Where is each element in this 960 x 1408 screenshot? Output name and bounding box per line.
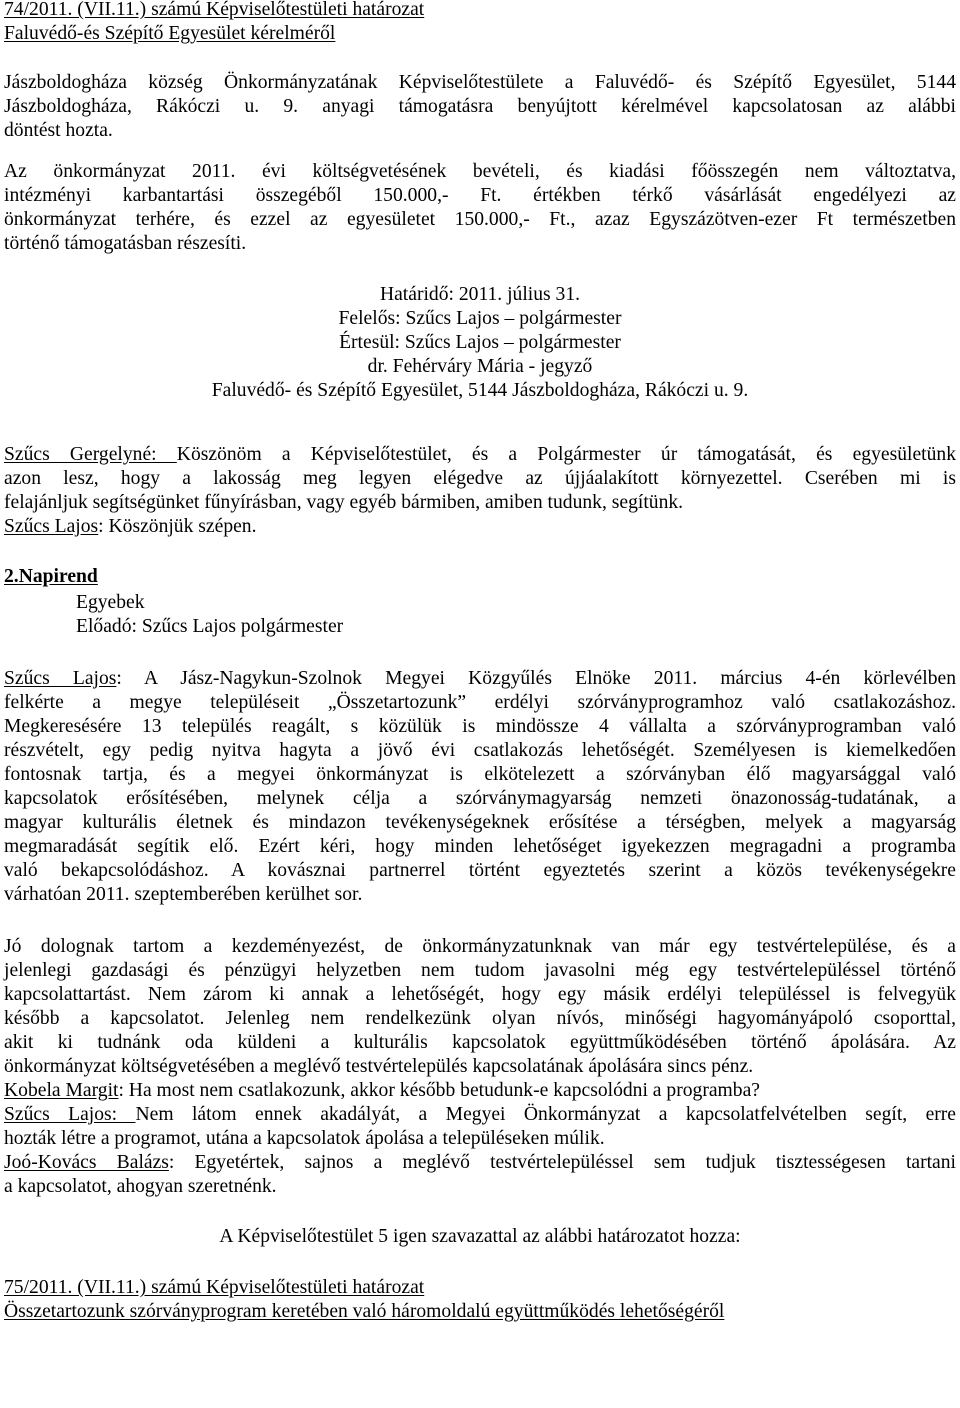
speech-line: várhatóan 2011. szeptemberében kerülhet sor. — [4, 884, 363, 905]
resolution-74-text-line: Jászboldogháza, Rákóczi u. 9. anyagi támogatásra benyújtott kérelmével kapcsolatosan az alábbi — [4, 96, 956, 117]
paragraph-line: jelenlegi gazdasági és pénzügyi helyzetben nem tudom javasolni még egy testvértelepüléssel történő — [4, 960, 956, 981]
resolution-74-text-line: önkormányzat terhére, és ezzel az egyesületet 150.000,- Ft., azaz Egyszázötven-ezer Ft természetben — [4, 209, 956, 230]
paragraph-line: akit ki tudnánk oda küldeni a kulturális kapcsolatok együttműködésében történő ápolására. Az — [4, 1032, 956, 1053]
deadline: Határidő: 2011. július 31. — [379, 284, 581, 305]
speech-line: kapcsolatok erősítésében, melynek célja a szórványmagyarság nemzeti önazonosság-tudatának, a — [4, 788, 956, 809]
notified: Értesül: Szűcs Lajos – polgármester — [339, 332, 621, 353]
agenda-presenter: Előadó: Szűcs Lajos polgármester — [76, 616, 344, 637]
speaker-name: Kobela Margit — [4, 1080, 119, 1101]
resolution-75-subtitle: Összetartozunk szórványprogram keretében való háromoldalú együttműködés lehetőségéről — [4, 1301, 725, 1322]
speech-line: felkérte a megye településeit „Összetartozunk” erdélyi szórványprogramhoz való csatlakozáshoz. — [4, 692, 956, 713]
speech-line: részvételt, egy pedig nyitva hagyta a jövő évi csatlakozás lehetőségét. Személyesen is kiemelkedően — [4, 740, 956, 761]
speech-line: való bekapcsolódáshoz. A kovásznai partnerrel történt egyeztetés szerint a közös tevékenységekre — [4, 860, 956, 881]
dialog-line: azon lesz, hogy a lakosság meg legyen elégedve az újjáalakított környezettel. Cserében mi is — [4, 468, 956, 489]
paragraph-line: önkormányzat költségvetésében a meglévő testvértelepülés kapcsolatának ápolására sincs pénz. — [4, 1056, 754, 1077]
answer-line: a kapcsolatot, ahogyan szeretnénk. — [4, 1176, 277, 1197]
paragraph-line: később a kapcsolatot. Jelenleg nem rendelkezünk olyan nívós, minőségi hagyományápoló csoporttal, — [4, 1008, 956, 1029]
vote-statement: A Képviselőtestület 5 igen szavazattal az alábbi határozatot hozza: — [219, 1226, 741, 1247]
speaker-name: Szűcs Gergelyné: — [4, 444, 177, 465]
notified-clerk: dr. Fehérváry Mária - jegyző — [367, 356, 593, 377]
resolution-74-text-line: Az önkormányzat 2011. évi költségvetésének bevételi, és kiadási főösszegén nem változtatva, — [4, 161, 956, 182]
dialog-line: Szűcs Gergelyné: Köszönöm a Képviselőtestület, és a Polgármester úr támogatását, és egyesületünk — [4, 444, 956, 465]
resolution-74-text-line: történő támogatásban részesíti. — [4, 233, 247, 254]
question-line: Kobela Margit: Ha most nem csatlakozunk, akkor később betudunk-e kapcsolódni a programba? — [4, 1080, 760, 1101]
answer-line: hozták létre a programot, utána a kapcsolatok ápolása a településeken múlik. — [4, 1128, 605, 1149]
resolution-74-text-line: döntést hozta. — [4, 120, 113, 141]
speaker-name: Szűcs Lajos: — [4, 1104, 136, 1125]
dialog-line: felajánljuk segítségünket fűnyírásban, vagy egyéb bármiben, amiben tudunk, segítünk. — [4, 492, 684, 513]
answer-line: Joó-Kovács Balázs: Egyetértek, sajnos a meglévő testvértelepüléssel sem tudjuk tisztességesen tartani — [4, 1152, 956, 1173]
agenda-subject: Egyebek — [76, 592, 145, 613]
paragraph-line: kapcsolattartást. Nem zárom ki annak a lehetőségét, hogy egy másik erdélyi településsel is felvegyük — [4, 984, 956, 1005]
paragraph-line: Jó dolognak tartom a kezdeményezést, de önkormányzatunknak van már egy testvértelepülése, és a — [4, 936, 956, 957]
agenda-heading: 2.Napirend — [4, 566, 98, 587]
notified-association: Faluvédő- és Szépítő Egyesület, 5144 Jászboldogháza, Rákóczi u. 9. — [211, 380, 749, 401]
dialog-line: Szűcs Lajos: Köszönjük szépen. — [4, 516, 257, 537]
resolution-74-title: 74/2011. (VII.11.) számú Képviselőtestületi határozat — [4, 0, 425, 20]
answer-line: Szűcs Lajos: Nem látom ennek akadályát, a Megyei Önkormányzat a kapcsolatfelvételben segít, erre — [4, 1104, 957, 1125]
speech-line: fontosnak tartja, és a megyei önkormányzat is elkötelezett a szórványban élő magyarsággal való — [4, 764, 956, 785]
speaker-name: Joó-Kovács Balázs — [4, 1152, 169, 1173]
speech-line: Szűcs Lajos: A Jász-Nagykun-Szolnok Megyei Közgyűlés Elnöke 2011. március 4-én körlevélben — [4, 668, 956, 689]
resolution-74-text-line: Jászboldogháza község Önkormányzatának Képviselőtestülete a Faluvédő- és Szépítő Egyesület, 5144 — [4, 72, 956, 93]
speech-line: magyar kulturális életnek és mindazon tevékenységeknek erősítése a térségben, melyek a magyarság — [4, 812, 956, 833]
speaker-name: Szűcs Lajos — [4, 516, 99, 537]
speech-line: megmaradását segítik elő. Ezért kéri, hogy minden lehetőséget igyekezzen megragadni a programba — [4, 836, 956, 857]
speech-line: Megkeresésére 13 település reagált, s közülük is mindössze 4 vállalta a szórványprogramban való — [4, 716, 956, 737]
resolution-75-title: 75/2011. (VII.11.) számú Képviselőtestületi határozat — [4, 1277, 425, 1298]
speaker-name: Szűcs Lajos — [4, 668, 117, 689]
responsible: Felelős: Szűcs Lajos – polgármester — [338, 308, 622, 329]
resolution-74-text-line: intézményi karbantartási összegéből 150.000,- Ft. értékben térkő vásárlását engedélyezi az — [4, 185, 956, 206]
resolution-74-subtitle: Faluvédő-és Szépítő Egyesület kérelméről — [4, 23, 336, 44]
